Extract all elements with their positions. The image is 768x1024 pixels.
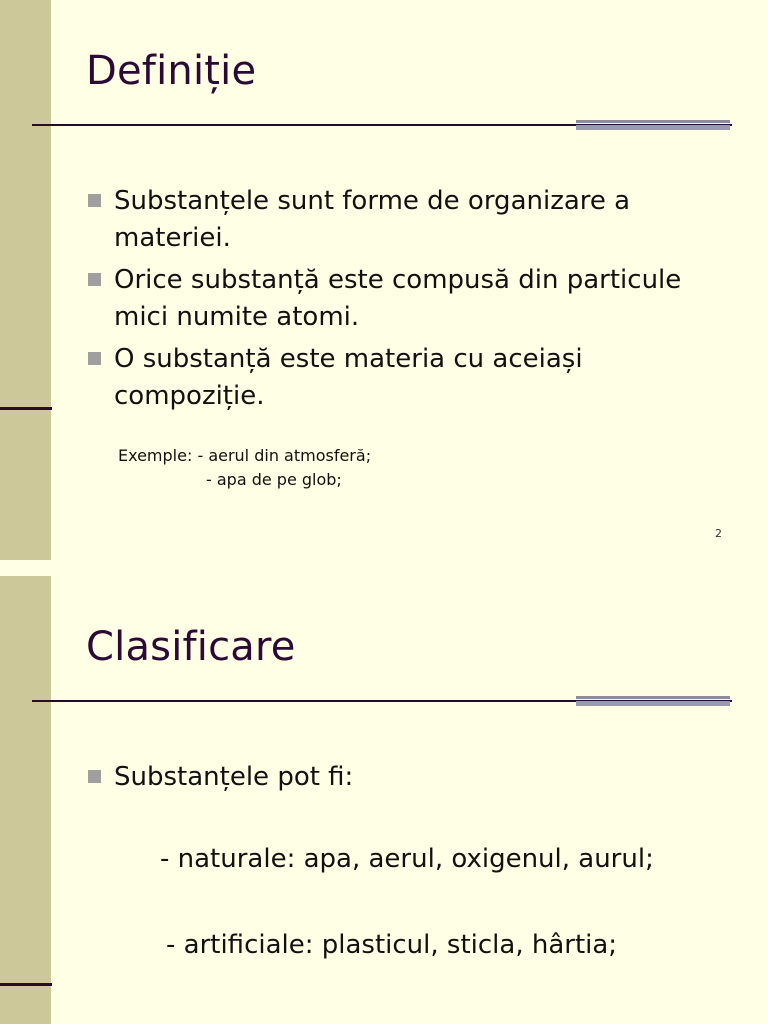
square-bullet-icon bbox=[88, 352, 101, 365]
slide-separator bbox=[0, 560, 768, 576]
examples-block bbox=[118, 444, 371, 492]
bullet-item bbox=[86, 341, 736, 415]
classification-item: - naturale: apa, aerul, oxigenul, aurul; bbox=[160, 844, 654, 874]
bullet-list bbox=[86, 759, 736, 801]
side-bar-underline bbox=[0, 983, 52, 986]
square-bullet-icon bbox=[88, 194, 101, 207]
bullet-list bbox=[86, 183, 736, 420]
title-rule-accent bbox=[576, 696, 730, 704]
side-bar bbox=[0, 0, 51, 560]
slide-title: Definiție bbox=[86, 48, 257, 94]
bullet-item bbox=[86, 759, 736, 796]
bullet-text: Substanțele sunt forme de organizare a materiei. bbox=[114, 186, 631, 253]
bullet-item bbox=[86, 183, 736, 257]
bullet-text: O substanță este materia cu aceiași compoziție. bbox=[114, 344, 583, 411]
side-bar bbox=[0, 576, 51, 1024]
bullet-text: Orice substanță este compusă din particule mici numite atomi. bbox=[114, 265, 682, 332]
page-number: 2 bbox=[715, 527, 722, 540]
example-item: - aerul din atmosferă; bbox=[197, 446, 372, 465]
side-bar-underline bbox=[0, 407, 52, 410]
classification-item: - artificiale: plasticul, sticla, hârtia; bbox=[166, 930, 618, 960]
bullet-item bbox=[86, 262, 736, 336]
bullet-text: Substanțele pot fi: bbox=[114, 762, 354, 792]
title-rule-accent bbox=[576, 120, 730, 128]
examples-label: Exemple: bbox=[118, 446, 193, 465]
square-bullet-icon bbox=[88, 770, 101, 783]
example-item: - apa de pe glob; bbox=[206, 470, 342, 489]
slide-title: Clasificare bbox=[86, 624, 296, 670]
slide-clasificare bbox=[0, 576, 768, 1024]
square-bullet-icon bbox=[88, 273, 101, 286]
